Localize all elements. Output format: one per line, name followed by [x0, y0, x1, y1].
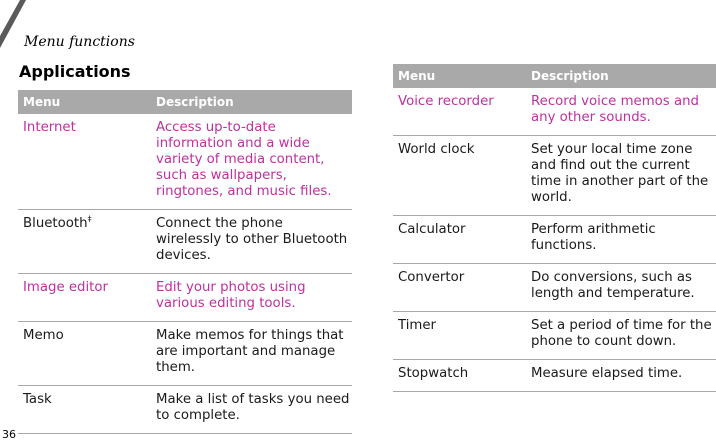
menu-name-cell: [18, 274, 151, 322]
table-row: [393, 312, 716, 360]
menu-name-cell: [18, 322, 151, 386]
column-header-menu: Menu: [18, 90, 151, 114]
table-row: [393, 88, 716, 136]
menu-name: World clock: [398, 142, 475, 157]
menu-name: Convertor: [398, 270, 465, 285]
menu-description: Connect the phone wirelessly to other Bluetooth devices.: [151, 210, 352, 274]
table-header-row: [393, 64, 716, 88]
menu-name-cell: [393, 264, 526, 312]
table-row: [18, 114, 352, 210]
menu-description: Do conversions, such as length and temperature.: [526, 264, 716, 312]
menu-name: Voice recorder: [398, 94, 494, 109]
menu-name: Internet: [23, 120, 76, 135]
menu-description: Set a period of time for the phone to count down.: [526, 312, 716, 360]
menu-name-cell: [393, 136, 526, 216]
page-number: 36: [2, 428, 16, 441]
menu-description: Measure elapsed time.: [526, 360, 716, 392]
menu-name-cell: [393, 312, 526, 360]
menu-name-cell: [393, 360, 526, 392]
table-row: [393, 360, 716, 392]
menu-description: Access up-to-date information and a wide variety of media content, such as wallpapers, ringtones, and music files.: [151, 114, 352, 210]
menu-name-cell: [393, 88, 526, 136]
menu-name: Timer: [398, 318, 437, 333]
table-row: [393, 136, 716, 216]
applications-table-right: [393, 64, 716, 392]
column-header-menu: Menu: [393, 64, 526, 88]
menu-description: Make memos for things that are important and manage them.: [151, 322, 352, 386]
table-row: [18, 386, 352, 434]
menu-name-cell: [18, 114, 151, 210]
column-header-description: Description: [526, 64, 716, 88]
table-row: [18, 274, 352, 322]
menu-name: Bluetooth: [23, 216, 88, 231]
menu-name: Image editor: [23, 280, 109, 295]
page-header-title: Menu functions: [24, 34, 135, 50]
column-header-description: Description: [151, 90, 352, 114]
menu-name: Calculator: [398, 222, 466, 237]
menu-name: Task: [23, 392, 52, 407]
table-row: [393, 264, 716, 312]
menu-name: Stopwatch: [398, 366, 469, 381]
table-row: [18, 322, 352, 386]
menu-description: Make a list of tasks you need to complete.: [151, 386, 352, 434]
menu-description: Record voice memos and any other sounds.: [526, 88, 716, 136]
menu-name-cell: [18, 386, 151, 434]
table-row: [393, 216, 716, 264]
table-header-row: [18, 90, 352, 114]
menu-name-cell: [18, 210, 151, 274]
table-row: [18, 210, 352, 274]
applications-table-left: [18, 90, 352, 434]
menu-name-cell: [393, 216, 526, 264]
menu-description: Perform arithmetic functions.: [526, 216, 716, 264]
menu-description: Set your local time zone and find out the current time in another part of the world.: [526, 136, 716, 216]
footnote-mark: ‡: [87, 214, 92, 224]
menu-name: Memo: [23, 328, 64, 343]
section-title: Applications: [19, 62, 131, 81]
menu-description: Edit your photos using various editing tools.: [151, 274, 352, 322]
